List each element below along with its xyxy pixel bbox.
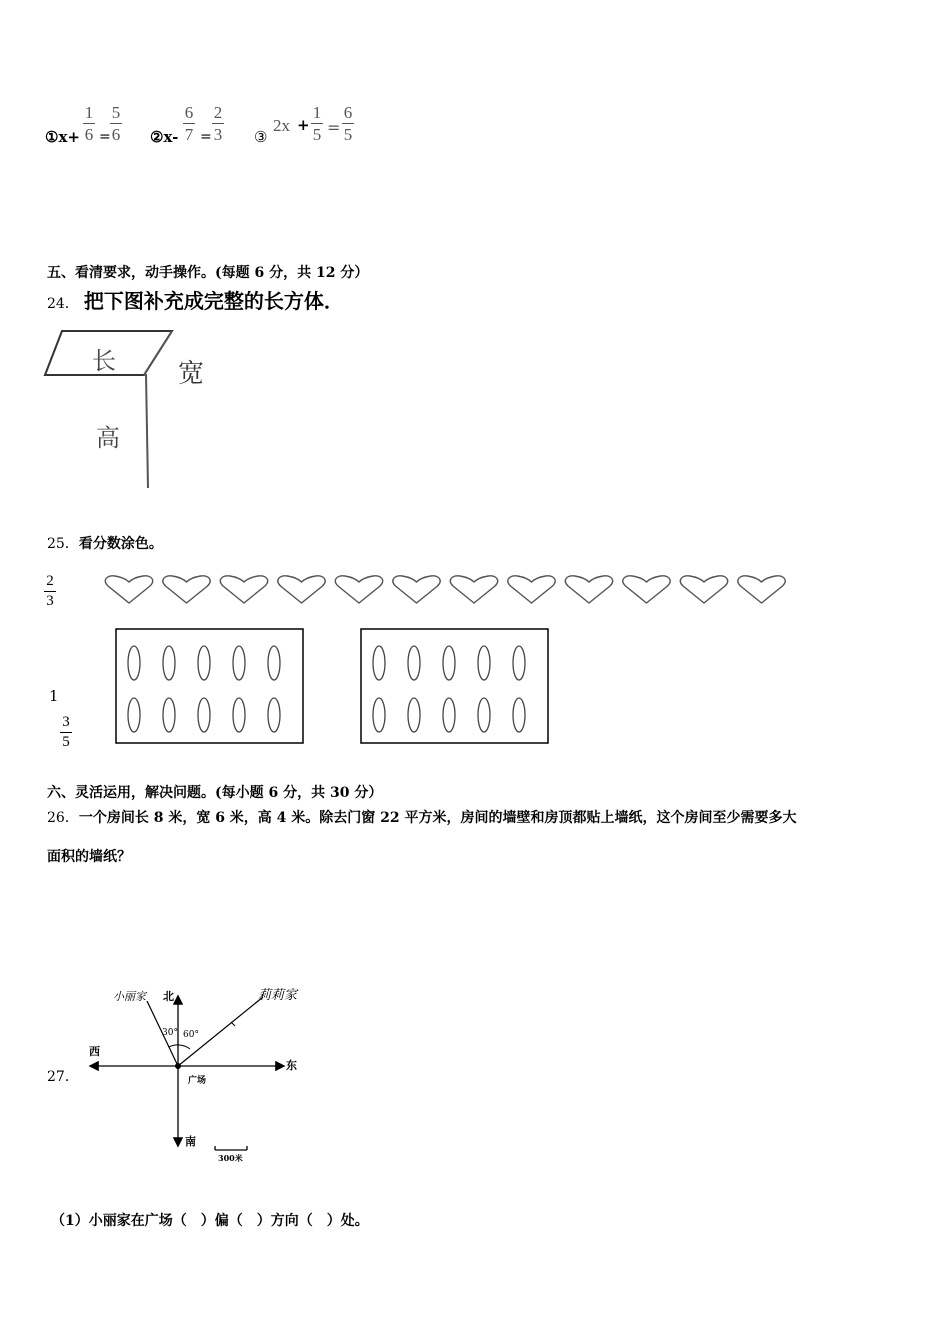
map-south-label: 南 (185, 1135, 196, 1148)
oval (268, 646, 280, 680)
question-25-text: 看分数涂色。 (78, 536, 163, 552)
question-27-sub-1: （1）小丽家在广场（ ）偏（ ）方向（ ）处。 (51, 1213, 369, 1229)
map-west-label: 西 (89, 1045, 100, 1058)
question-26-text: 一个房间长 8 米，宽 6 米，高 4 米。除去门窗 22 平方米，房间的墙壁和房顶都贴上墙纸，这个房间至少需要多大 (78, 810, 797, 826)
whole-number: 1 (49, 687, 59, 705)
cuboid-partial-figure (40, 320, 280, 500)
oval-box-1 (115, 628, 305, 746)
heart-shape (738, 576, 785, 603)
equation-3-term: 2x (273, 116, 290, 135)
heart-shape (508, 576, 555, 603)
heart-shape (335, 576, 382, 603)
heart-shape (450, 576, 497, 603)
heart-shape (680, 576, 727, 603)
equation-1-fraction-1: 1 6 (84, 103, 94, 144)
equation-2-label: ②x- (150, 128, 179, 146)
equation-1-label: ①x+ (45, 128, 80, 146)
oval (233, 646, 245, 680)
oval (513, 646, 525, 680)
map-scale-label: 300米 (218, 1153, 243, 1163)
question-24 (47, 285, 344, 314)
oval-box-2 (360, 628, 550, 746)
equation-2-fraction-2: 2 3 (213, 103, 223, 144)
oval (128, 646, 140, 680)
question-24-text: 把下图补充成完整的长方体． (83, 289, 344, 313)
heart-shape (163, 576, 210, 603)
map-angle-60: 60° (183, 1030, 199, 1040)
heart-shape (623, 576, 670, 603)
question-27-number: 27． (47, 1069, 79, 1085)
section-5-heading: 五、看清要求，动手操作。(每题 6 分，共 12 分） (47, 265, 369, 281)
oval (513, 698, 525, 732)
map-north-label: 北 (163, 990, 174, 1003)
oval (128, 698, 140, 732)
oval (478, 698, 490, 732)
cuboid-height-label: 高 (96, 424, 120, 452)
oval (408, 698, 420, 732)
map-home2-label: 莉莉家 (258, 988, 298, 1003)
equation-2-fraction-1: 6 7 (184, 103, 194, 144)
oval (373, 646, 385, 680)
hearts-row (105, 574, 795, 606)
oval (268, 698, 280, 732)
map-home1-label: 小丽家 (113, 990, 146, 1003)
equation-1-fraction-2: 5 6 (111, 103, 121, 144)
heart-shape (220, 576, 267, 603)
heart-shape (278, 576, 325, 603)
equation-3-plus: + (297, 116, 310, 134)
map-center-label: 广场 (188, 1076, 207, 1086)
oval (198, 698, 210, 732)
boxes-fraction: 3 5 (60, 715, 72, 750)
cuboid-length-label: 长 (92, 347, 116, 375)
question-26-number: 26． (47, 810, 79, 826)
equation-1-equals: = (99, 129, 111, 145)
oval (198, 646, 210, 680)
equation-2-equals: = (200, 129, 212, 145)
hearts-fraction: 2 3 (44, 574, 56, 609)
oval (478, 646, 490, 680)
oval (233, 698, 245, 732)
equation-3-label: ③ (254, 128, 268, 146)
heart-shape (393, 576, 440, 603)
oval (443, 698, 455, 732)
oval (373, 698, 385, 732)
oval (163, 646, 175, 680)
equation-3-equals: = (327, 118, 341, 137)
heart-shape (565, 576, 612, 603)
section-6-heading: 六、灵活运用，解决问题。(每小题 6 分，共 30 分） (47, 785, 383, 801)
question-26-line-2: 面积的墙纸？ (47, 849, 131, 865)
map-angle-30: 30° (162, 1028, 178, 1038)
heart-shape (105, 576, 152, 603)
question-24-number: 24． (47, 296, 79, 312)
cuboid-width-label: 宽 (178, 359, 205, 389)
question-25-number: 25． (47, 536, 79, 552)
oval (163, 698, 175, 732)
equation-3-fraction-1: 1 5 (312, 103, 322, 144)
equation-3-fraction-2: 6 5 (343, 103, 353, 144)
map-east-label: 东 (286, 1059, 297, 1072)
angle-arc (169, 1045, 190, 1049)
question-26-line-1 (47, 807, 797, 827)
question-25 (47, 533, 163, 553)
oval (408, 646, 420, 680)
oval (443, 646, 455, 680)
center-point (175, 1063, 181, 1069)
